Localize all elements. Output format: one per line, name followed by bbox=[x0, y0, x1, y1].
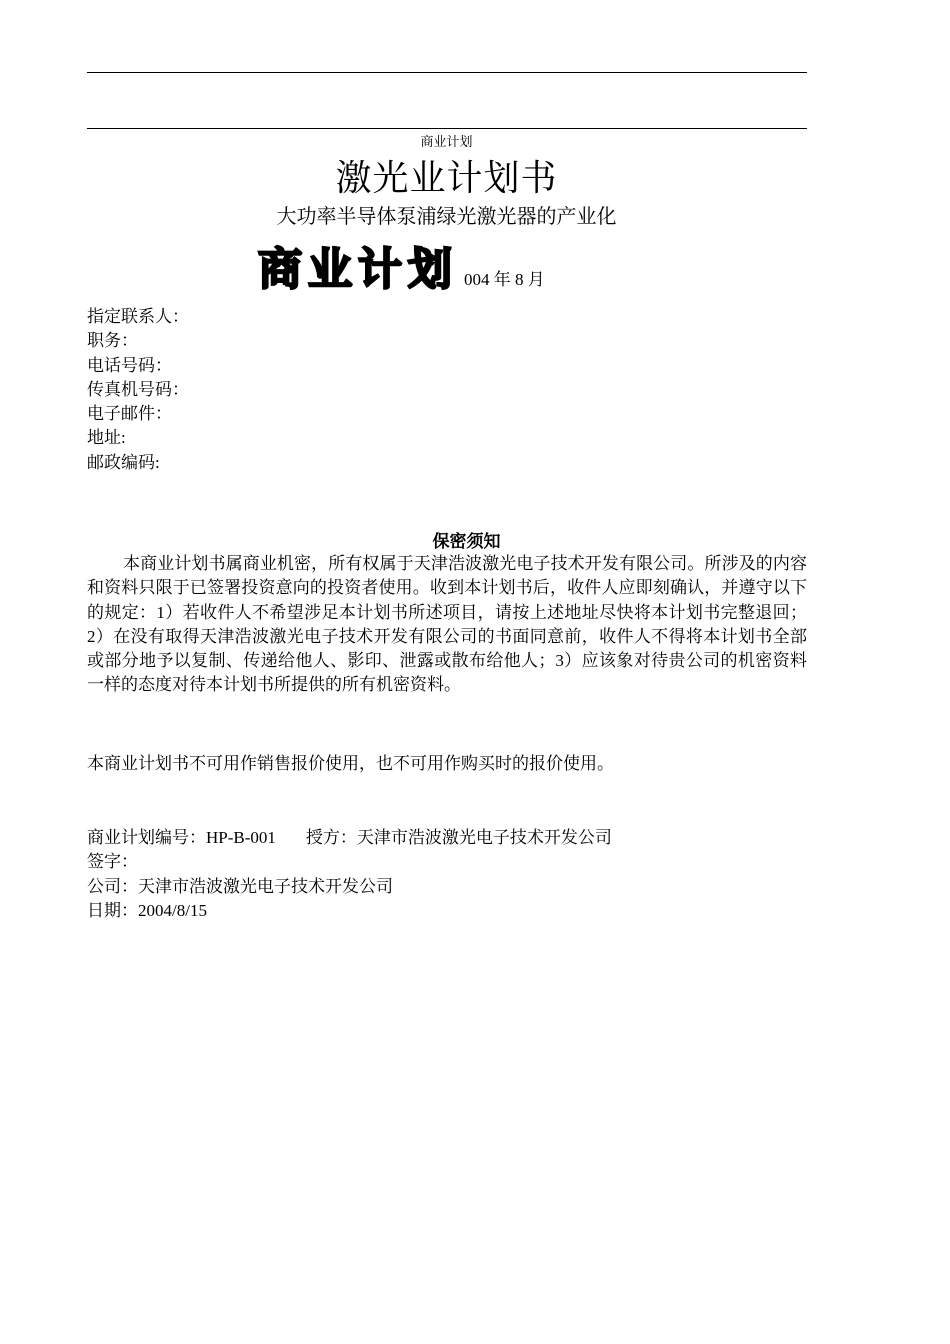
contact-email-label: 电子邮件： bbox=[87, 404, 172, 424]
plan-footer-block bbox=[87, 826, 807, 923]
signature-label: 签字： bbox=[87, 852, 138, 872]
plan-number: 商业计划编号：HP-B-001 bbox=[87, 828, 276, 847]
contact-phone-label: 电话号码： bbox=[87, 355, 172, 375]
running-header: 商业计划 bbox=[420, 134, 473, 149]
contact-postcode-label: 邮政编码: bbox=[87, 452, 160, 472]
contact-fax-label: 传真机号码： bbox=[87, 379, 189, 399]
confidentiality-heading: 保密须知 bbox=[432, 532, 501, 551]
contact-position-label: 职务： bbox=[87, 331, 138, 351]
usage-restriction-note: 本商业计划书不可用作销售报价使用，也不可用作购买时的报价使用。 bbox=[87, 754, 614, 773]
header-rule-top bbox=[87, 72, 807, 73]
contact-person-label: 指定联系人： bbox=[87, 307, 189, 326]
contact-info-block bbox=[87, 305, 807, 475]
confidentiality-paragraph: 本商业计划书属商业机密，所有权属于天津浩波激光电子技术开发有限公司。所涉及的内容和资料只限于已签署投资意向的投资者使用。收到本计划书后，收件人应即刻确认，并遵守以下的规定：1）若收件人不希望涉足本计划书所述项目，请按上述地址尽快将本计划书完整退回；2）在没有取得天津浩波激光电子技术开发有限公司的书面同意前，收件人不得将本计划书全部或部分地予以复制、传递给他人、影印、泄露或散布给他人；3）应该象对待贵公司的机密资料一样的态度对待本计划书所提供的所有机密资料。 bbox=[87, 554, 807, 695]
company-line: 公司：天津市浩波激光电子技术开发公司 bbox=[87, 876, 393, 896]
document-subtitle: 大功率半导体泵浦绿光激光器的产业化 bbox=[276, 206, 617, 228]
contact-address-label: 地址: bbox=[87, 428, 126, 448]
date-line: 日期：2004/8/15 bbox=[87, 900, 207, 920]
plan-number-line bbox=[87, 826, 807, 850]
document-title: 激光业计划书 bbox=[335, 158, 558, 199]
header-rule-bottom bbox=[87, 128, 807, 129]
grantor: 授方：天津市浩波激光电子技术开发公司 bbox=[305, 828, 612, 847]
document-date: 004 年 8 月 bbox=[464, 270, 545, 289]
title-logo-row bbox=[258, 244, 545, 300]
business-plan-logo-text: 商业计划 bbox=[258, 244, 458, 295]
